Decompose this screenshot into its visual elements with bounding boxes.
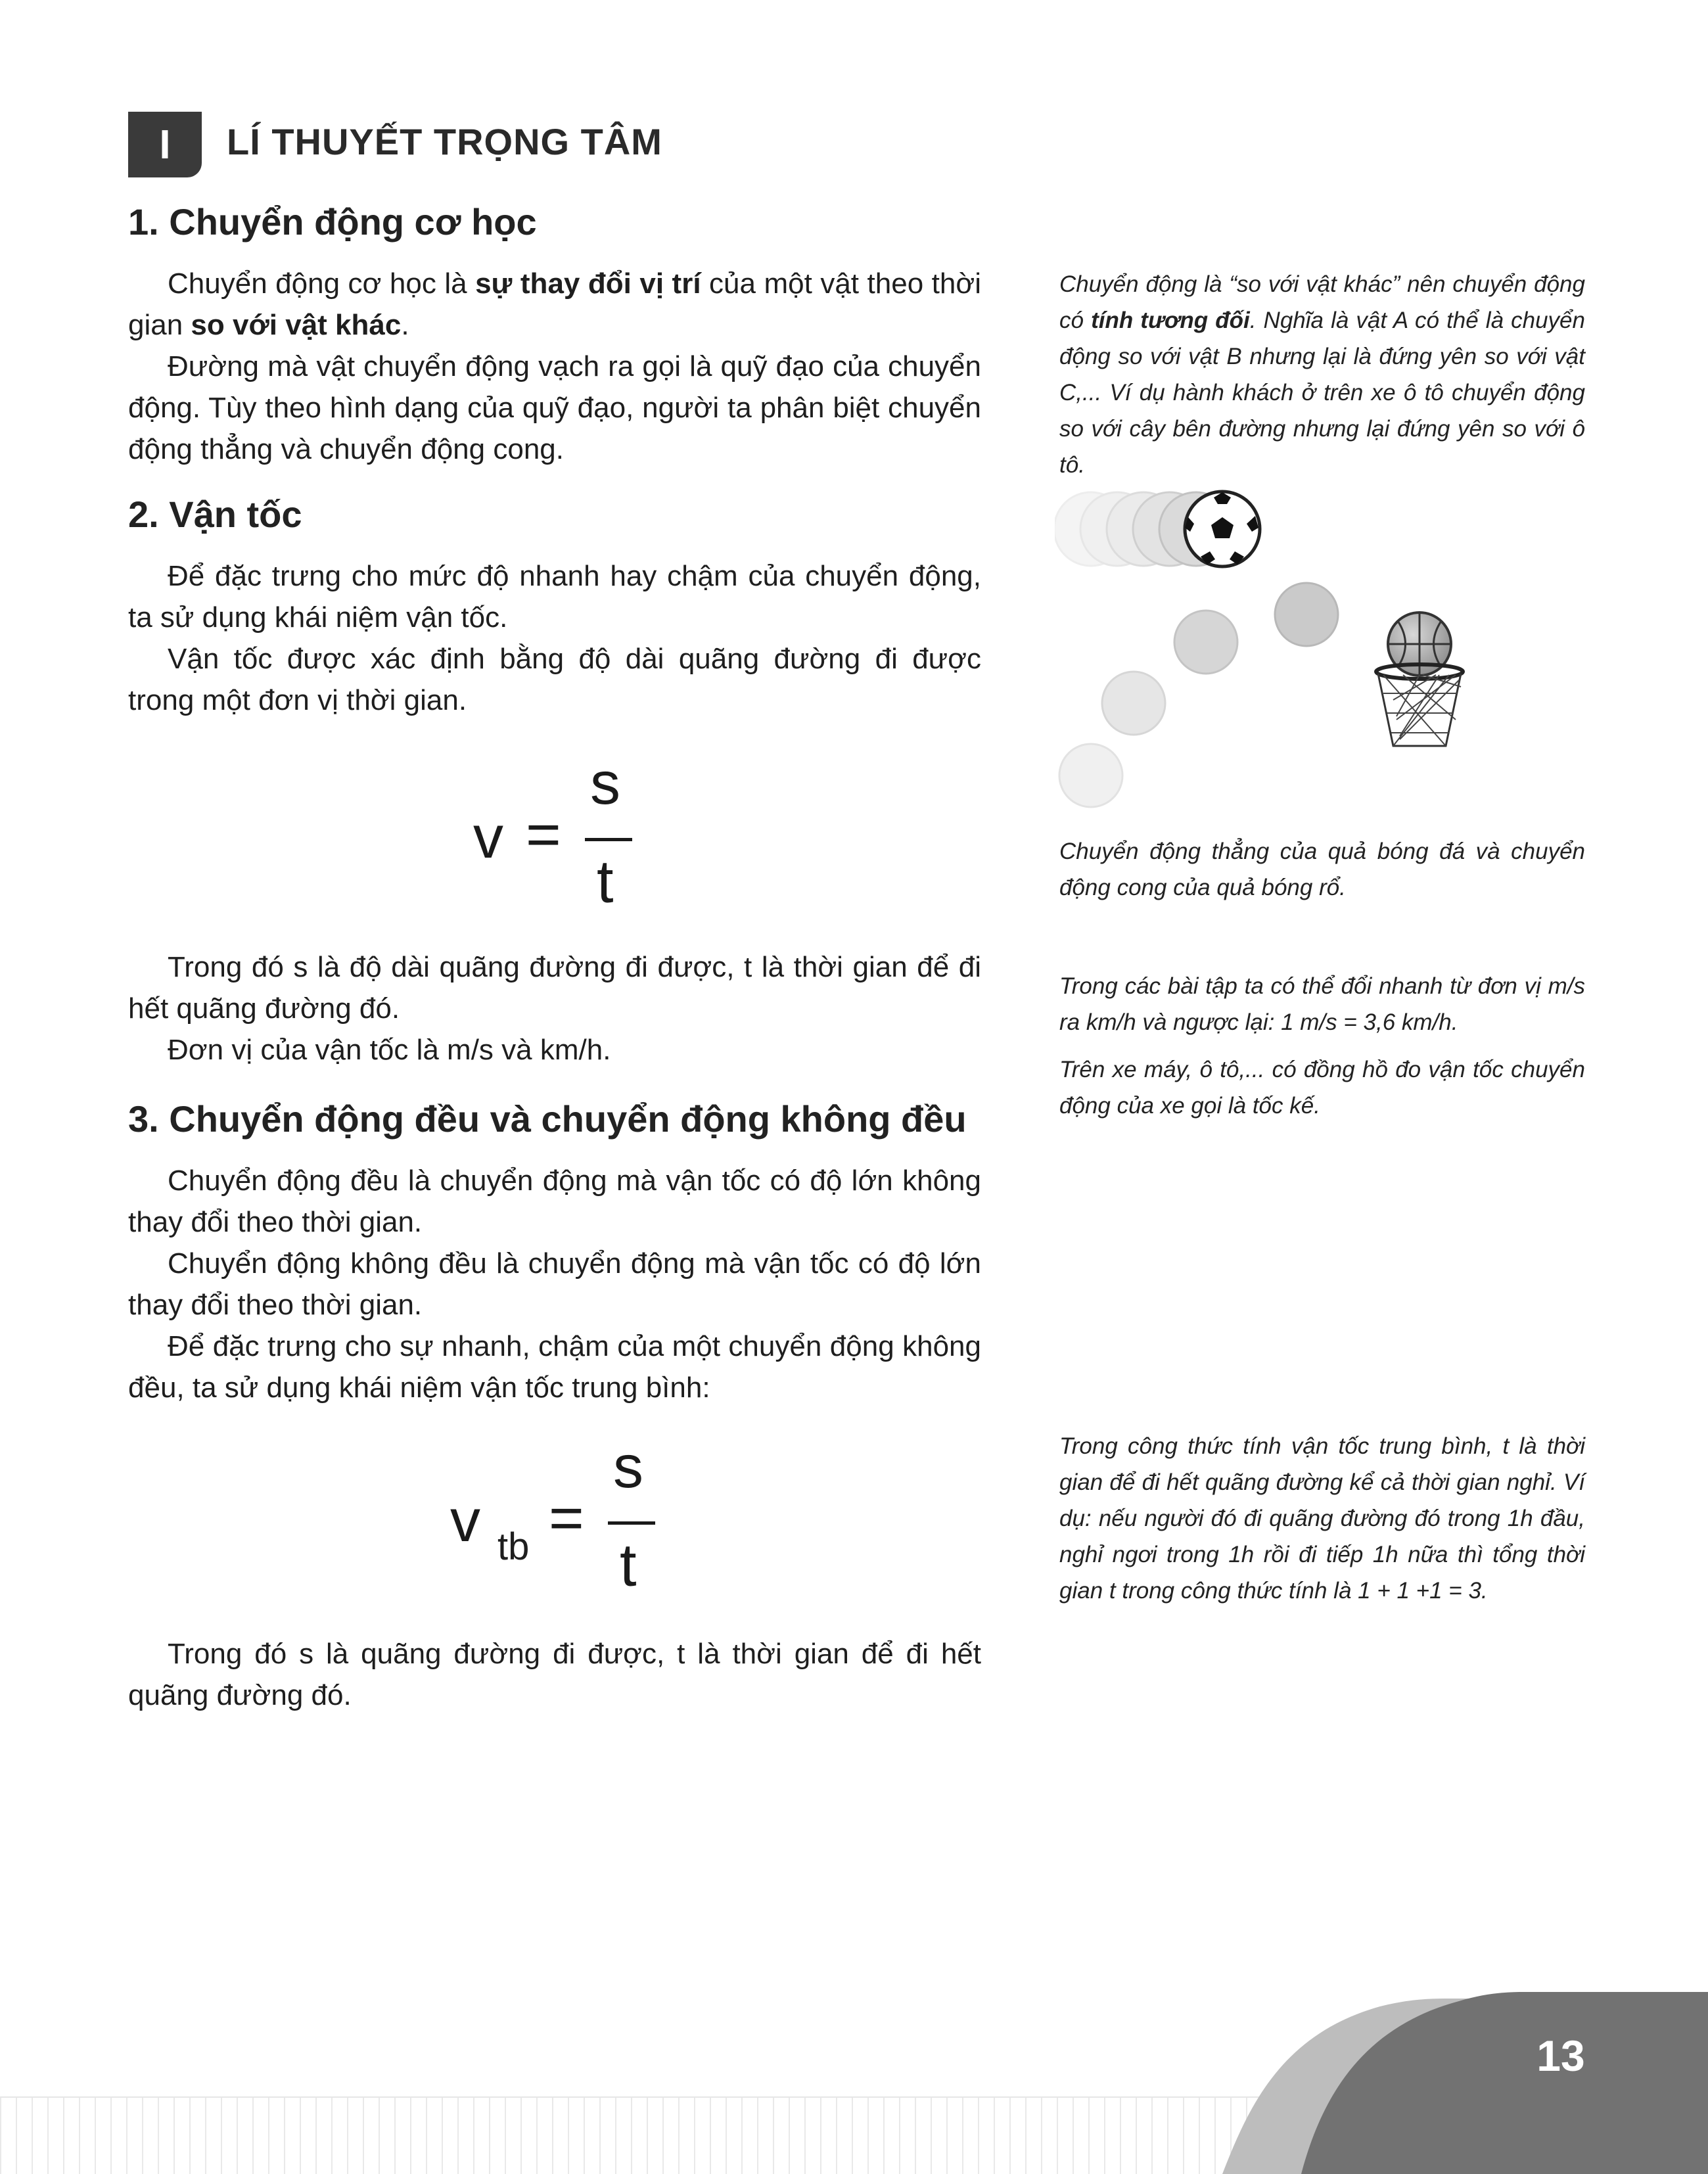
paragraph: Để đặc trưng cho sự nhanh, chậm của một chuyển động không đều, ta sử dụng khái niệm vận tốc trung bình: [128, 1330, 981, 1404]
text: Chuyển động cơ học là [168, 267, 476, 300]
side-note-average-velocity [1059, 1428, 1585, 1609]
paragraph: Để đặc trưng cho mức độ nhanh hay chậm của chuyển động, ta sử dụng khái niệm vận tốc. [128, 560, 981, 634]
section-2-body-continued [128, 946, 981, 1071]
page-corner-decoration [1209, 1988, 1708, 2174]
note-text: Trong các bài tập ta có thể đổi nhanh từ đơn vị m/s ra km/h và ngược lại: 1 m/s = 3,6 km/h. [1059, 973, 1585, 1035]
section-3-body [128, 1160, 981, 1408]
side-note-unit-conversion [1059, 968, 1585, 1040]
paragraph: Đơn vị của vận tốc là m/s và km/h. [168, 1034, 611, 1066]
heading-chuyen-dong-deu: 3. Chuyển động đều và chuyển động không đều [128, 1098, 967, 1140]
paragraph: Trong đó s là quãng đường đi được, t là thời gian để đi hết quãng đường đó. [128, 1638, 981, 1711]
basketball-trail [1059, 583, 1338, 807]
motion-illustration [1055, 483, 1489, 818]
fraction-bar [608, 1521, 655, 1525]
heading-chuyen-dong-co-hoc: 1. Chuyển động cơ học [128, 201, 537, 243]
formula-subscript: tb [497, 1525, 530, 1568]
note-text: Trên xe máy, ô tô,... có đồng hồ đo vận tốc chuyển động của xe gọi là tốc kế. [1059, 1057, 1585, 1119]
paragraph: Chuyển động không đều là chuyển động mà vận tốc có độ lớn thay đổi theo thời gian. [128, 1247, 981, 1321]
section-2-body [128, 555, 981, 721]
note-text [1059, 266, 1585, 483]
text: . Nghĩa là vật A có thể là chuyển động so với vật B nhưng lại là đứng yên so với vật C,... Ví dụ hành khách ở trên xe ô tô chuyển động so với cây bên đường nhưng lại đứng yên so với ô tô. [1059, 308, 1585, 478]
paragraph: Đường mà vật chuyển động vạch ra gọi là quỹ đạo của chuyển động. Tùy theo hình dạng của quỹ đạo, người ta phân biệt chuyển động thẳng và chuyển động cong. [128, 350, 981, 465]
text: Chuyển động là “so với vật khác” nên chuyển động có [1059, 271, 1585, 333]
side-note-speedometer [1059, 1052, 1585, 1124]
note-text: Trong công thức tính vận tốc trung bình, t là thời gian để đi hết quãng đường kể cả thời gian nghỉ. Ví dụ: nếu người đó đi quãng đường đó trong 1h đầu, nghỉ ngơi trong 1h rồi đi tiếp 1h nữa thì tổng thời gian t trong công thức tính là 1 + 1 +1 = 3. [1059, 1433, 1585, 1604]
formula-denominator: t [597, 848, 614, 915]
bold-text: so với vật khác [191, 309, 402, 341]
formula-numerator: s [590, 750, 620, 817]
section-title: LÍ THUYẾT TRỌNG TÂM [227, 121, 662, 162]
side-note-relativity [1059, 266, 1585, 483]
bold-text: tính tương đối [1091, 308, 1250, 333]
paragraph: Vận tốc được xác định bằng độ dài quãng đường đi được trong một đơn vị thời gian. [128, 643, 981, 716]
caption-text: Chuyển động thẳng của quả bóng đá và chuyển động cong của quả bóng rổ. [1059, 839, 1585, 900]
paragraph: Trong đó s là độ dài quãng đường đi được, t là thời gian để đi hết quãng đường đó. [128, 951, 981, 1025]
heading-van-toc: 2. Vận tốc [128, 494, 302, 535]
text: của một vật theo thời gian [128, 267, 981, 341]
page-number: 13 [1536, 2031, 1585, 2080]
footer-divider [0, 2096, 1380, 2098]
section-3-body-continued [128, 1633, 981, 1716]
formula-lhs: v [473, 804, 503, 871]
paragraph [128, 263, 981, 346]
section-number-badge: I [128, 112, 202, 177]
text: . [401, 309, 409, 341]
soccer-ball-icon [1185, 492, 1260, 567]
fraction-bar [585, 838, 632, 841]
footer-stripes [0, 2096, 1380, 2174]
formula-average-velocity [450, 1433, 667, 1604]
formula-numerator: s [613, 1433, 643, 1500]
formula-equals: = [526, 801, 561, 868]
section-1-body [128, 263, 981, 470]
formula-lhs: v [450, 1487, 480, 1554]
illustration-caption [1059, 833, 1585, 906]
formula-denominator: t [620, 1532, 637, 1599]
formula-velocity [473, 750, 644, 920]
paragraph: Chuyển động đều là chuyển động mà vận tốc có độ lớn không thay đổi theo thời gian. [128, 1165, 981, 1238]
formula-equals: = [549, 1485, 584, 1552]
bold-text: sự thay đổi vị trí [475, 267, 701, 300]
